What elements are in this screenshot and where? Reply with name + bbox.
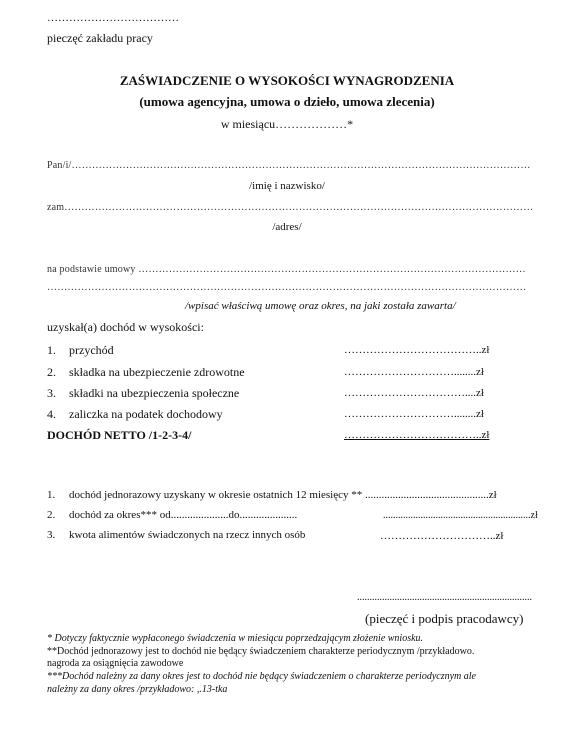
address-caption: /adres/ xyxy=(272,221,302,233)
income-row-label: przychód xyxy=(69,343,114,357)
extra-row-value: ...........................................................zł xyxy=(383,510,538,521)
signature-label: (pieczęć i podpis pracodawcy) xyxy=(365,611,524,626)
extra-row xyxy=(47,509,297,521)
income-row-number: 1. xyxy=(47,343,56,357)
income-row xyxy=(47,343,114,358)
stamp-dots: ……………………………… xyxy=(47,12,179,24)
income-row-label: zaliczka na podatek dochodowy xyxy=(69,407,223,421)
income-row xyxy=(47,407,223,422)
signature-dots: ...................................................................... xyxy=(357,592,532,603)
contract-line-1: na podstawie umowy …………………………………………………………………………………………………… xyxy=(47,264,526,275)
extra-row-text: dochód jednorazowy uzyskany w okresie ostatnich 12 miesięcy ** .............................................zł xyxy=(69,489,497,501)
address-line: zam………………………………………………………………………………………………………………………… xyxy=(47,202,534,213)
income-row xyxy=(47,365,245,380)
income-row-label: składki na ubezpieczenia społeczne xyxy=(69,386,240,400)
extra-row-number: 2. xyxy=(47,509,56,521)
footnote-1: * Dotyczy faktycznie wypłaconego świadczenia w miesiącu poprzedzającym złożenie wniosku. xyxy=(47,633,424,644)
income-row xyxy=(47,386,239,401)
extra-row-number: 1. xyxy=(47,489,56,501)
income-row-number: 3. xyxy=(47,386,56,400)
income-row-number: 2. xyxy=(47,365,56,379)
contract-caption: /wpisać właściwą umowę oraz okres, na jaki została zawarta/ xyxy=(185,300,456,312)
extra-row xyxy=(47,489,497,501)
income-row-value: …………………………........zł xyxy=(344,366,484,378)
contract-line-2: …………………………………………………………………………………………………………………………… xyxy=(47,282,527,293)
income-row-value: …………………………........zł xyxy=(344,408,484,420)
footnote-2b: nagroda za osiągnięcia zawodowe xyxy=(47,658,184,669)
month-line: w miesiącu………………* xyxy=(220,117,354,131)
income-intro: uzyskał(a) dochód w wysokości: xyxy=(47,320,204,334)
income-row-value: ……………………………....zł xyxy=(344,387,484,399)
footnote-2a: **Dochód jednorazowy jest to dochód nie będący świadczeniem charakterze periodycznym /przykładowo. xyxy=(47,646,475,657)
extra-row-number: 3. xyxy=(47,529,56,541)
extra-row-text: kwota alimentów świadczonych na rzecz innych osób xyxy=(69,529,306,541)
name-caption: /imię i nazwisko/ xyxy=(249,180,325,192)
net-income-value: ………………………………..zł xyxy=(344,429,490,441)
income-row-label: składka na ubezpieczenie zdrowotne xyxy=(69,365,245,379)
stamp-label: pieczęć zakładu pracy xyxy=(47,31,153,45)
footnote-3a: ***Dochód należny za dany okres jest to dochód nie będący świadczeniem o charakterze periodycznym ale xyxy=(47,671,476,682)
extra-row-text: dochód za okres*** od.....................do..................... xyxy=(69,509,298,521)
name-line: Pan/i/……………………………………………………………………………………………………………………… xyxy=(47,160,531,171)
extra-row-value: …………………………..zł xyxy=(380,530,504,542)
document-title: ZAŚWIADCZENIE O WYSOKOŚCI WYNAGRODZENIA xyxy=(119,73,455,88)
net-income-label: DOCHÓD NETTO /1-2-3-4/ xyxy=(47,428,192,442)
footnote-3b: należny za dany okres /przykładowo: ,.13-tka xyxy=(47,684,228,695)
income-row-number: 4. xyxy=(47,407,56,421)
extra-row xyxy=(47,529,305,541)
document-subtitle: (umowa agencyjna, umowa o dzieło, umowa zlecenia) xyxy=(139,94,435,109)
income-row-value: ………………………………..zł xyxy=(344,344,490,356)
